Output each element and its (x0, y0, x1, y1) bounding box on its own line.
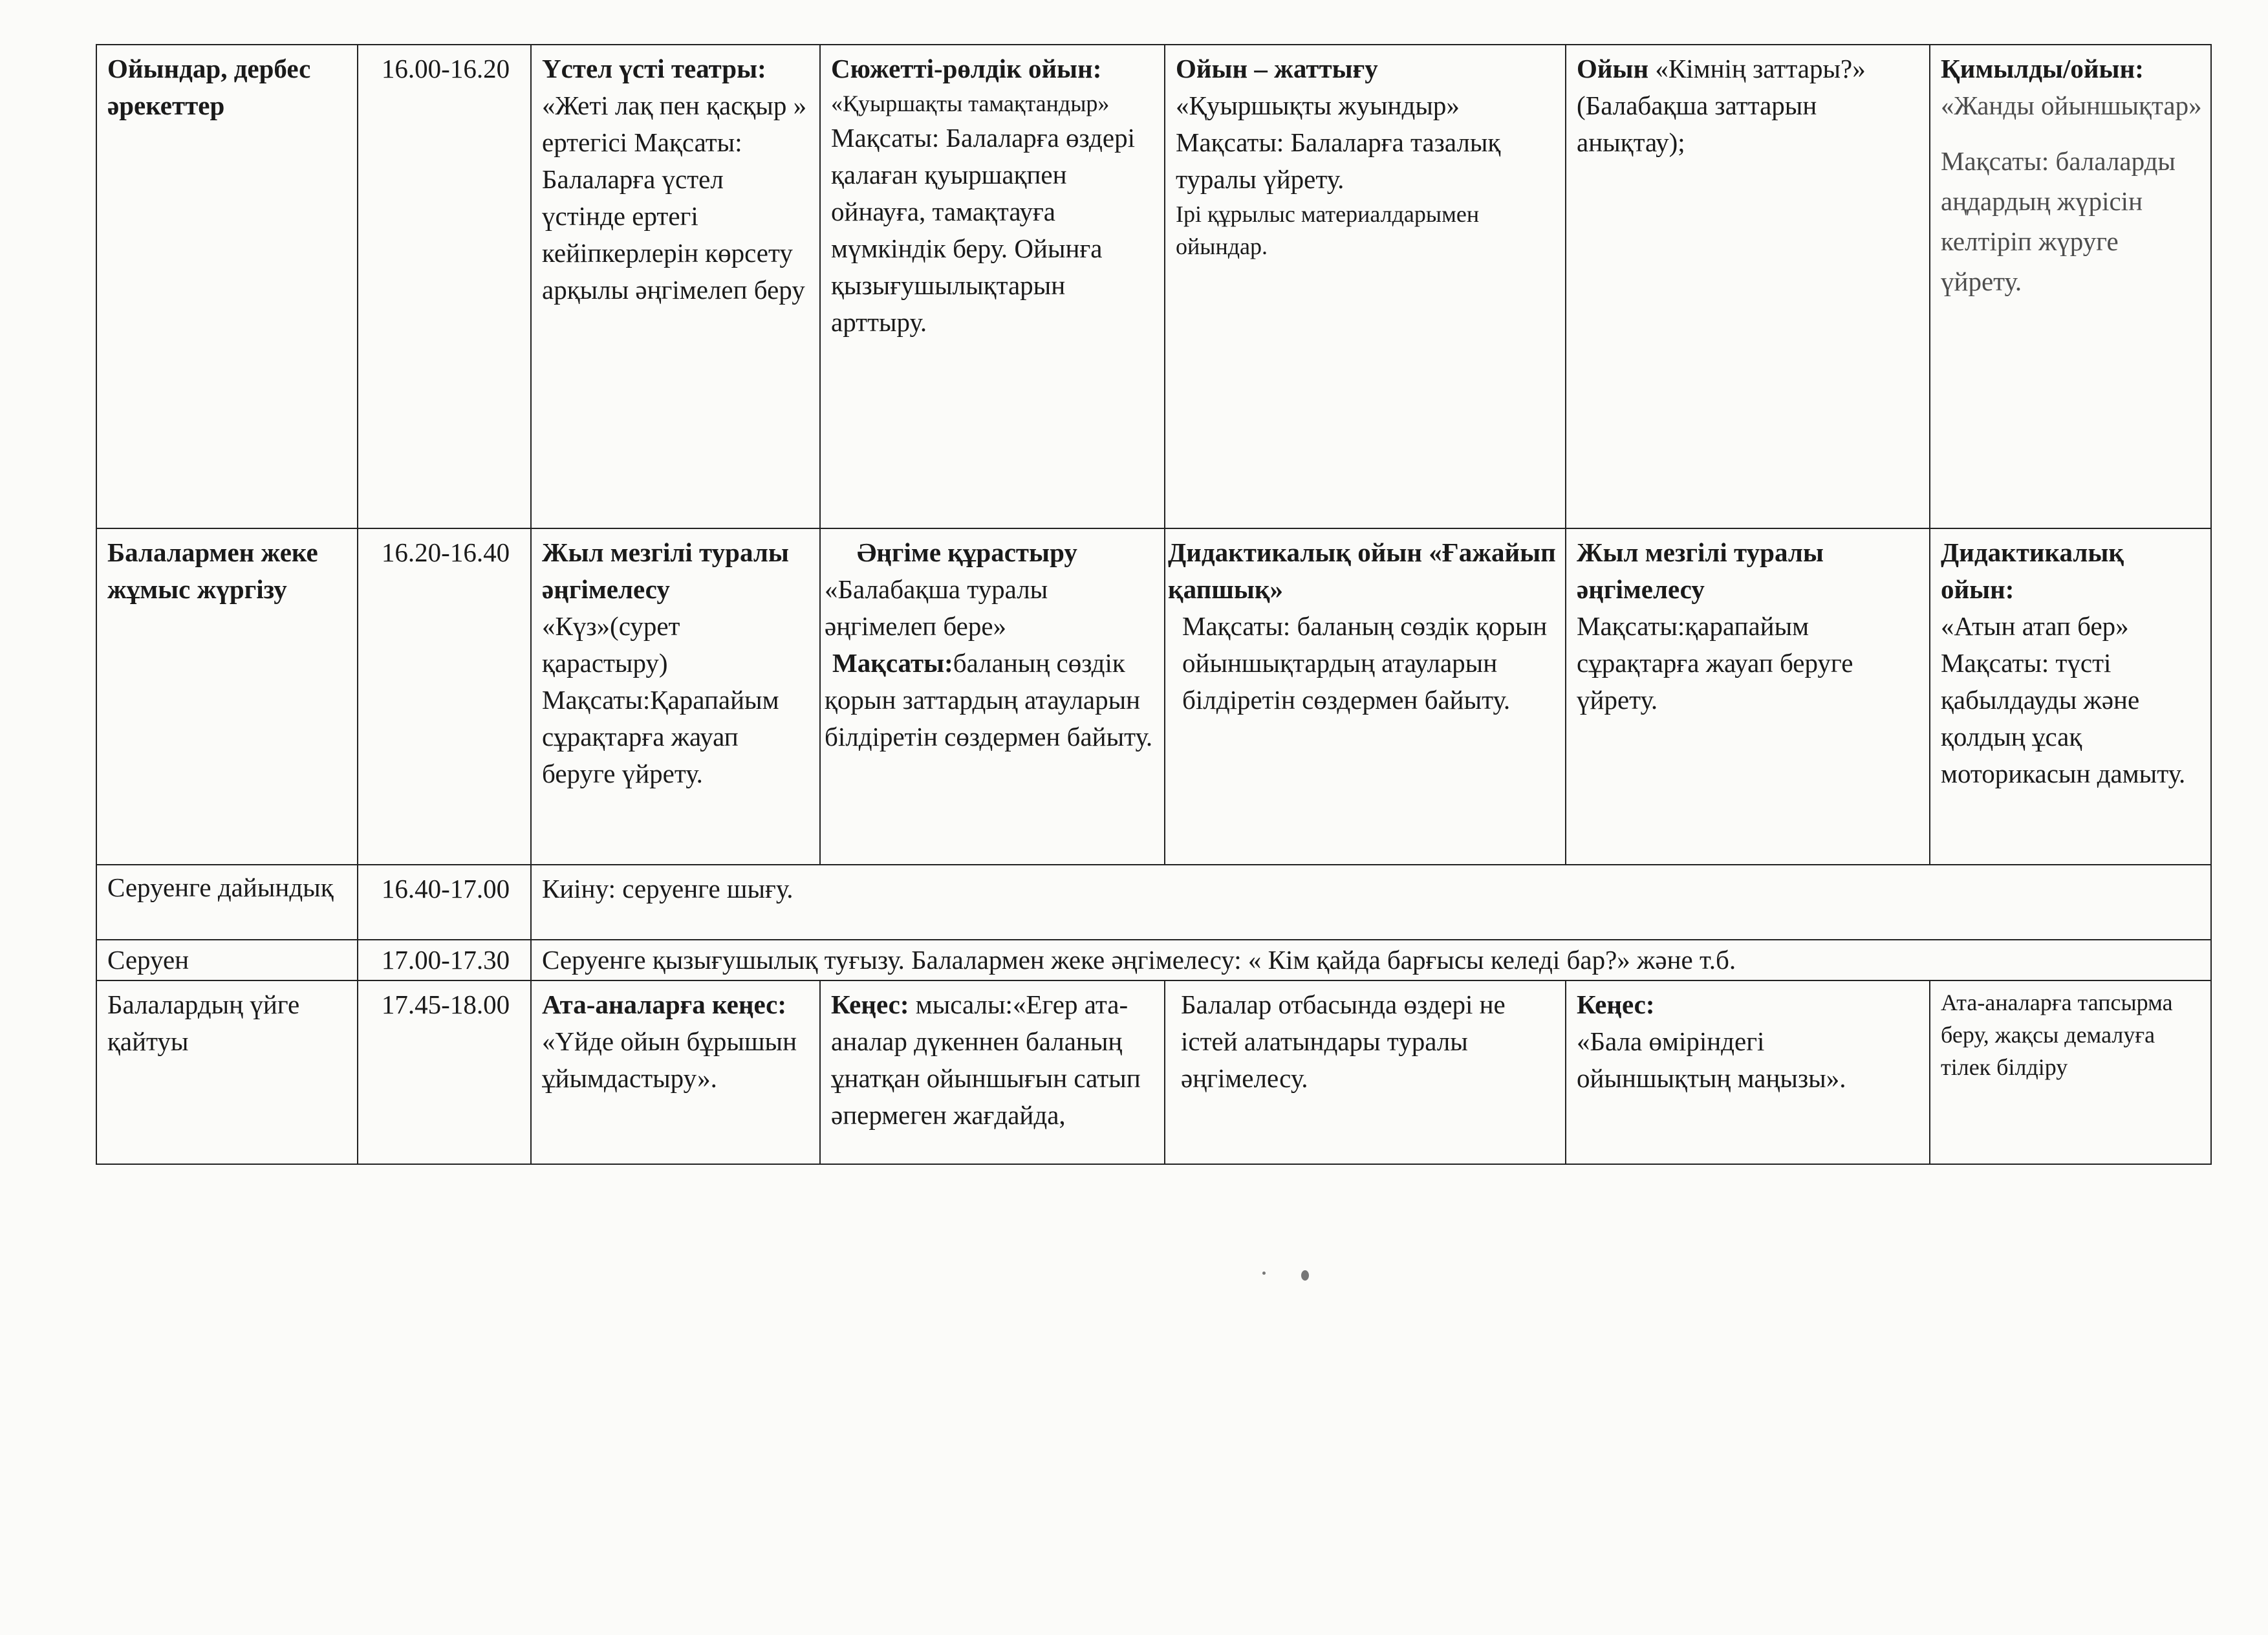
activity-cell (531, 528, 820, 865)
table-row (96, 528, 2211, 865)
activity-cell (1566, 980, 1930, 1164)
activity-title: Дидактикалық ойын: (1941, 537, 2124, 604)
table-row (96, 940, 2211, 980)
section-cell: Ойындар, дербес әрекеттер (96, 45, 358, 528)
activity-title: Дидактикалық ойын «Ғажайып қапшық» (1168, 537, 1556, 604)
section-cell: Серуен (96, 940, 358, 980)
activity-title: Қимылды/ойын: (1941, 54, 2144, 83)
time-cell: 16.00-16.20 (358, 45, 531, 528)
activity-title: Кеңес: (1577, 990, 1655, 1019)
activity-title: Ойын (1577, 54, 1649, 83)
activity-text: Балалар отбасында өздері не істей алатындары туралы әңгімелесу. (1181, 990, 1506, 1093)
activity-title: Ата-аналарға кеңес: (542, 990, 786, 1019)
activity-title: Үстел үсті театры: (542, 54, 766, 83)
activity-label: Мақсаты: (832, 648, 953, 678)
activity-text: Ірі құрылыс материалдарымен ойындар. (1176, 201, 1480, 259)
time-cell: 16.20-16.40 (358, 528, 531, 865)
activity-cell-merged: Серуенге қызығушылық туғызу. Балалармен жеке әңгімелесу: « Кім қайда барғысы келеді бар?» және т.б. (531, 940, 2211, 980)
activity-cell (1930, 980, 2211, 1164)
activity-cell (1930, 528, 2211, 865)
table-row (96, 865, 2211, 940)
activity-text: Мақсаты: Балаларға өздері қалаған қуыршақпен ойнауға, тамақтауға мүмкіндік беру. Ойынға қызығушылықтарын арттыру. (831, 123, 1135, 337)
activity-title: Әңгіме құрастыру (857, 537, 1077, 567)
table-row (96, 980, 2211, 1164)
table-row (96, 45, 2211, 528)
activity-text: Мақсаты: түсті қабылдауды және қолдың ұсақ моторикасын дамыту. (1941, 648, 2186, 788)
activity-text: Мақсаты: балаларды аңдардың жүрісін келтіріп жүруге үйрету. (1941, 146, 2176, 296)
activity-title: Сюжетті-рөлдік ойын: (831, 54, 1102, 83)
activity-cell (820, 45, 1165, 528)
activity-cell (820, 528, 1165, 865)
activity-title: Кеңес: (831, 990, 909, 1019)
activity-cell (1930, 45, 2211, 528)
activity-cell (1566, 528, 1930, 865)
activity-cell (1165, 980, 1566, 1164)
activity-text: баланың сөздік қорын заттардың атауларын білдіретін сөздермен байыту. (825, 648, 1153, 752)
activity-text: «Атын атап бер» (1941, 611, 2129, 641)
activity-cell (820, 980, 1165, 1164)
activity-cell (1566, 45, 1930, 528)
scan-speck (1301, 1270, 1309, 1281)
activity-cell (1165, 528, 1566, 865)
activity-text: Ата-аналарға тапсырма беру, жақсы демалуға тілек білдіру (1941, 990, 2173, 1080)
activity-text: «Күз»(сурет қарастыру) Мақсаты:Қарапайым сұрақтарға жауап беруге үйрету. (542, 611, 779, 788)
scan-speck (1262, 1272, 1266, 1275)
time-cell: 16.40-17.00 (358, 865, 531, 940)
activity-title: Жыл мезгілі туралы әңгімелесу (542, 537, 789, 604)
activity-text: «Бала өміріндегі ойыншықтың маңызы». (1577, 1026, 1846, 1093)
activity-title: Ойын – жаттығу (1176, 54, 1378, 83)
section-cell: Балалардың үйге қайтуы (96, 980, 358, 1164)
activity-cell (1165, 45, 1566, 528)
activity-text: Мақсаты: баланың сөздік қорын ойыншықтардың атауларын білдіретін сөздермен байыту. (1182, 611, 1548, 715)
activity-text: «Жеті лақ пен қасқыр » ертегісі Мақсаты: Балаларға үстел үстінде ертегі кейіпкерлерін көрсету арқылы әңгімелеп беру (542, 91, 807, 305)
activity-text: «Кімнің заттары?» (Балабақша заттарын анықтау); (1577, 54, 1866, 157)
time-cell: 17.45-18.00 (358, 980, 531, 1164)
section-cell: Серуенге дайындық (96, 865, 358, 940)
activity-cell-merged: Киіну: серуенге шығу. (531, 865, 2211, 940)
activity-text: «Балабақша туралы әңгімелеп бере» (825, 574, 1048, 641)
activity-text: «Үйде ойын бұрышын ұйымдастыру». (542, 1026, 797, 1093)
activity-text: Мақсаты:қарапайым сұрақтарға жауап беруге үйрету. (1577, 611, 1853, 715)
activity-text: мысалы:«Егер ата-аналар дүкеннен баланың ұнатқан ойыншығын сатып әпермеген жағдайда, (831, 990, 1141, 1130)
activity-text: «Қуыршықты жуындыр» Мақсаты: Балаларға тазалық туралы үйрету. (1176, 91, 1501, 194)
activity-cell (531, 980, 820, 1164)
activity-title: Жыл мезгілі туралы әңгімелесу (1577, 537, 1824, 604)
section-cell: Балалармен жеке жұмыс жүргізу (96, 528, 358, 865)
activity-text: «Қуыршақты тамақтандыр» (831, 91, 1110, 116)
time-cell: 17.00-17.30 (358, 940, 531, 980)
activity-text: «Жанды ойыншықтар» (1941, 91, 2202, 120)
activity-cell (531, 45, 820, 528)
daily-plan-table (96, 44, 2212, 1165)
